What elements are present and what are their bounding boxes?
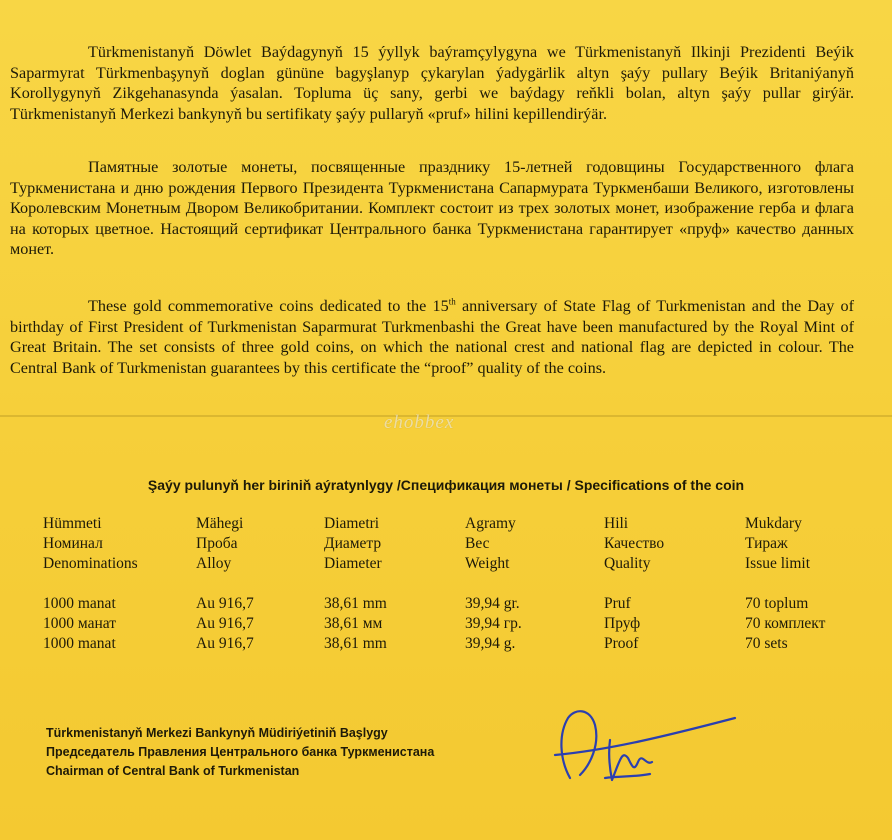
value-cell: 70 toplum [745,595,809,612]
paragraph-english [10,296,854,378]
header-cell: Тираж [745,535,788,552]
value-cell: Au 916,7 [196,615,254,632]
header-cell: Номинал [43,535,103,552]
header-cell: Diametri [324,515,380,532]
header-cell: Качество [604,535,665,552]
watermark: ehobbex [384,412,455,433]
header-cell: Вес [465,535,490,552]
value-cell: Au 916,7 [196,595,254,612]
handwritten-signature [550,700,750,790]
paragraph-english-text-a: These gold commemorative coins dedicated to the 15 [88,297,449,315]
spec-col-header [43,514,138,574]
paragraph-russian [10,157,854,260]
header-cell: Agramy [465,515,516,532]
header-cell: Diameter [324,555,382,572]
value-cell: 38,61 mm [324,595,387,612]
value-cell: 39,94 g. [465,635,516,652]
value-cell: Proof [604,635,639,652]
value-cell: 38,61 мм [324,615,383,632]
signatory-tk: Türkmenistanyň Merkezi Bankynyň Müdiriýetiniň Başlygy [46,726,388,740]
value-cell: Au 916,7 [196,635,254,652]
value-cell: 38,61 mm [324,635,387,652]
value-cell: Пруф [604,615,641,632]
ordinal-suffix: th [448,296,456,307]
spec-col-header [196,514,243,574]
header-cell: Issue limit [745,555,811,572]
spec-col-header [604,514,664,574]
value-cell: 70 sets [745,635,788,652]
header-cell: Hili [604,515,629,532]
spec-col-values [745,594,825,654]
header-cell: Mähegi [196,515,244,532]
spec-col-values [196,594,254,654]
spec-col-values [43,594,116,654]
value-cell: 1000 manat [43,635,116,652]
spec-col-values [465,594,522,654]
header-cell: Alloy [196,555,232,572]
paragraph-turkmen [10,42,854,124]
value-cell: 39,94 гр. [465,615,522,632]
header-cell: Quality [604,555,651,572]
header-cell: Диаметр [324,535,382,552]
paragraph-english-text-b: anniversary of State Flag of Turkmenistan and the Day of birthday of First President of Turkmenistan Saparmurat Turkmenbashi the Great have been manufactured by the Royal Mint of Great Britain. The set consists of three gold coins, on which the national crest and national flag are depicted in colour. The Central Bank of Turkmenistan guarantees by this certificate the “proof” quality of the coins. [10,297,854,377]
spec-col-header [324,514,382,574]
spec-col-header [745,514,810,574]
value-cell: 70 комплект [745,615,826,632]
header-cell: Проба [196,535,238,552]
value-cell: Pruf [604,595,631,612]
spec-col-values [324,594,387,654]
header-cell: Mukdary [745,515,802,532]
value-cell: 1000 manat [43,595,116,612]
header-cell: Hümmeti [43,515,102,532]
signatory-title [46,724,434,781]
header-cell: Denominations [43,555,138,572]
spec-title: Şaýy pulunyň her biriniň aýratynlygy /Спецификация монеты / Specifications of the coin [147,477,745,493]
paragraph-turkmen-text: Türkmenistanyň Döwlet Baýdagynyň 15 ýyllyk baýramçylygyna we Türkmenistanyň Ilkinji Prezidenti Beýik Saparmyrat Türkmenbaşynyň doglan gününe bagyşlanyp çykarylan ýadygärlik altyn şaýy pullary Beýik Britaniýanyň Korollygynyň Zikgehanasynda ýasalan. Topluma üç sany, gerbi we baýdagy reňkli bolan, altyn şaýy pullar girýär. Türkmenistanyň Merkezi bankynyň bu sertifikaty şaýy pullaryň «pruf» hilini kepillendirýär. [10,43,854,123]
signatory-ru: Председатель Правления Центрального банка Туркменистана [46,745,435,759]
spec-col-header [465,514,516,574]
paragraph-russian-text: Памятные золотые монеты, посвященные празднику 15-летней годовщины Государственного флага Туркменистана и дню рождения Первого Президента Туркменистана Сапармурата Туркменбаши Великого, изготовлены Королевским Монетным Двором Великобритании. Комплект состоит из трех золотых монет, изображение герба и флага на которых цветное. Настоящий сертификат Центрального банка Туркменистана гарантирует «пруф» качество данных монет. [10,158,854,258]
value-cell: 39,94 gr. [465,595,520,612]
header-cell: Weight [465,555,510,572]
value-cell: 1000 манат [43,615,117,632]
signatory-en: Chairman of Central Bank of Turkmenistan [46,764,300,778]
spec-col-values [604,594,640,654]
